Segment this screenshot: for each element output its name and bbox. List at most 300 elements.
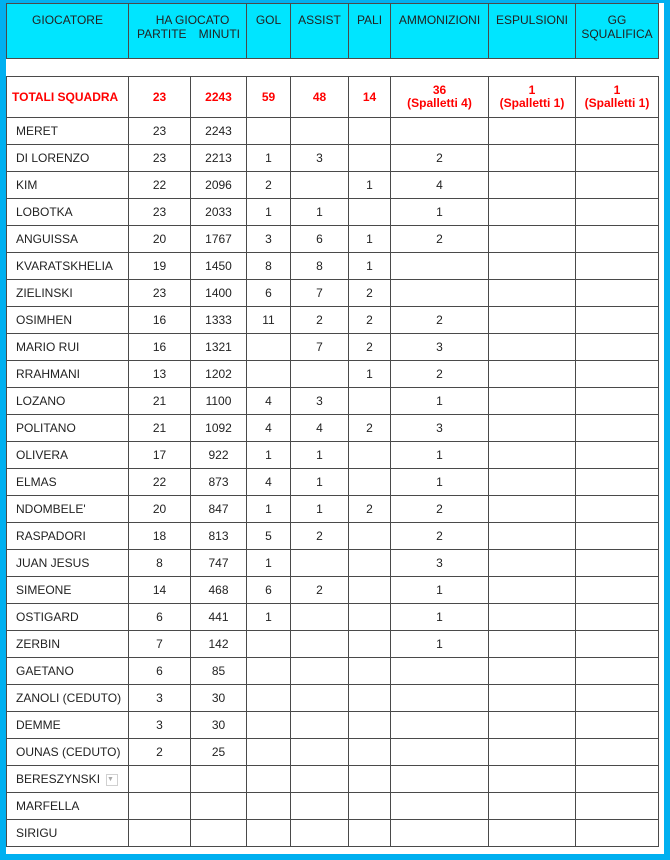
player-name: RASPADORI	[7, 523, 129, 550]
player-squalifica	[576, 793, 659, 820]
player-name: OUNAS (CEDUTO)	[7, 739, 129, 766]
table-row	[7, 523, 659, 550]
player-espulsioni	[489, 604, 576, 631]
player-minuti: 2033	[191, 199, 247, 226]
player-minuti	[191, 793, 247, 820]
player-partite: 23	[129, 145, 191, 172]
player-gol: 3	[247, 226, 291, 253]
player-partite: 14	[129, 577, 191, 604]
player-partite: 20	[129, 226, 191, 253]
totals-assist: 48	[291, 77, 349, 118]
player-minuti: 30	[191, 712, 247, 739]
player-pali	[349, 658, 391, 685]
player-name: NDOMBELE'	[7, 496, 129, 523]
player-name: JUAN JESUS	[7, 550, 129, 577]
player-espulsioni	[489, 685, 576, 712]
player-ammonizioni: 2	[391, 145, 489, 172]
player-squalifica	[576, 766, 659, 793]
player-squalifica	[576, 307, 659, 334]
player-minuti: 1202	[191, 361, 247, 388]
table-row	[7, 388, 659, 415]
player-partite: 7	[129, 631, 191, 658]
player-gol	[247, 685, 291, 712]
player-minuti: 1767	[191, 226, 247, 253]
player-assist	[291, 793, 349, 820]
player-partite: 6	[129, 604, 191, 631]
table-row	[7, 226, 659, 253]
player-ammonizioni: 3	[391, 334, 489, 361]
header-partite: PARTITE	[137, 27, 187, 41]
player-ammonizioni: 1	[391, 388, 489, 415]
player-espulsioni	[489, 307, 576, 334]
player-pali	[349, 739, 391, 766]
player-espulsioni	[489, 793, 576, 820]
player-name: OSIMHEN	[7, 307, 129, 334]
totals-espulsioni	[489, 77, 576, 118]
header-gg: GG	[607, 13, 627, 27]
player-assist	[291, 118, 349, 145]
player-pali	[349, 523, 391, 550]
player-squalifica	[576, 226, 659, 253]
player-gol	[247, 793, 291, 820]
player-name: DEMME	[7, 712, 129, 739]
player-espulsioni	[489, 415, 576, 442]
player-partite: 22	[129, 172, 191, 199]
player-assist: 2	[291, 307, 349, 334]
totals-ammonizioni-value: 36	[432, 83, 447, 97]
header-pali: PALI	[349, 4, 391, 59]
player-squalifica	[576, 388, 659, 415]
player-partite: 19	[129, 253, 191, 280]
player-squalifica	[576, 334, 659, 361]
table-row	[7, 766, 659, 793]
player-ammonizioni: 1	[391, 631, 489, 658]
player-name: LOBOTKA	[7, 199, 129, 226]
player-minuti: 30	[191, 685, 247, 712]
totals-name: TOTALI SQUADRA	[7, 77, 129, 118]
player-partite: 8	[129, 550, 191, 577]
player-minuti: 468	[191, 577, 247, 604]
player-assist: 7	[291, 334, 349, 361]
player-minuti: 922	[191, 442, 247, 469]
player-name: ZERBIN	[7, 631, 129, 658]
table-row	[7, 577, 659, 604]
player-pali: 1	[349, 361, 391, 388]
header-minuti: MINUTI	[198, 27, 240, 41]
player-gol: 4	[247, 469, 291, 496]
player-name: GAETANO	[7, 658, 129, 685]
player-ammonizioni: 3	[391, 415, 489, 442]
player-pali: 2	[349, 280, 391, 307]
player-pali	[349, 820, 391, 847]
player-pali	[349, 145, 391, 172]
totals-squalifica-value: 1	[613, 83, 621, 97]
player-pali: 2	[349, 496, 391, 523]
player-espulsioni	[489, 334, 576, 361]
totals-squalifica	[576, 77, 659, 118]
player-ammonizioni	[391, 280, 489, 307]
totals-squalifica-note: (Spalletti 1)	[584, 96, 650, 110]
player-assist	[291, 685, 349, 712]
table-row	[7, 550, 659, 577]
player-minuti: 2213	[191, 145, 247, 172]
player-pali	[349, 766, 391, 793]
player-squalifica	[576, 604, 659, 631]
totals-gol: 59	[247, 77, 291, 118]
player-squalifica	[576, 280, 659, 307]
player-name: ZIELINSKI	[7, 280, 129, 307]
player-minuti: 142	[191, 631, 247, 658]
player-squalifica	[576, 469, 659, 496]
player-name: MERET	[7, 118, 129, 145]
table-row	[7, 172, 659, 199]
header-row	[7, 4, 659, 59]
player-espulsioni	[489, 739, 576, 766]
player-gol	[247, 334, 291, 361]
player-squalifica	[576, 658, 659, 685]
player-name: ZANOLI (CEDUTO)	[7, 685, 129, 712]
stats-table	[6, 3, 659, 847]
player-name-text: BERESZYNSKI	[16, 772, 101, 786]
player-espulsioni	[489, 280, 576, 307]
player-ammonizioni: 3	[391, 550, 489, 577]
player-ammonizioni: 2	[391, 361, 489, 388]
player-assist	[291, 361, 349, 388]
player-pali	[349, 550, 391, 577]
table-row	[7, 415, 659, 442]
table-row	[7, 793, 659, 820]
player-ammonizioni: 2	[391, 307, 489, 334]
player-espulsioni	[489, 820, 576, 847]
totals-espulsioni-note: (Spalletti 1)	[499, 96, 565, 110]
player-name: RRAHMANI	[7, 361, 129, 388]
player-assist	[291, 631, 349, 658]
player-gol: 1	[247, 496, 291, 523]
player-gol: 6	[247, 280, 291, 307]
table-row	[7, 361, 659, 388]
player-gol: 8	[247, 253, 291, 280]
table-row	[7, 604, 659, 631]
dropdown-arrow-icon[interactable]: ▼	[106, 774, 118, 786]
player-name: DI LORENZO	[7, 145, 129, 172]
player-assist	[291, 604, 349, 631]
player-ammonizioni	[391, 739, 489, 766]
player-partite: 13	[129, 361, 191, 388]
player-squalifica	[576, 685, 659, 712]
player-assist	[291, 172, 349, 199]
player-gol	[247, 658, 291, 685]
player-ammonizioni	[391, 712, 489, 739]
table-row	[7, 307, 659, 334]
table-row	[7, 442, 659, 469]
player-gol: 4	[247, 388, 291, 415]
player-espulsioni	[489, 766, 576, 793]
totals-pali: 14	[349, 77, 391, 118]
player-squalifica	[576, 631, 659, 658]
player-assist: 3	[291, 388, 349, 415]
player-pali	[349, 469, 391, 496]
table-row	[7, 658, 659, 685]
player-pali	[349, 118, 391, 145]
player-gol: 5	[247, 523, 291, 550]
player-minuti: 1450	[191, 253, 247, 280]
player-squalifica	[576, 712, 659, 739]
player-gol: 4	[247, 415, 291, 442]
player-pali: 2	[349, 307, 391, 334]
player-assist: 6	[291, 226, 349, 253]
player-partite: 23	[129, 118, 191, 145]
player-squalifica	[576, 577, 659, 604]
player-pali: 2	[349, 415, 391, 442]
player-gol	[247, 739, 291, 766]
table-row	[7, 496, 659, 523]
player-ammonizioni	[391, 658, 489, 685]
player-name: OLIVERA	[7, 442, 129, 469]
player-pali	[349, 631, 391, 658]
player-name: LOZANO	[7, 388, 129, 415]
player-espulsioni	[489, 550, 576, 577]
player-minuti: 2096	[191, 172, 247, 199]
player-assist	[291, 658, 349, 685]
totals-ammonizioni-note: (Spalletti 4)	[407, 96, 472, 110]
player-partite: 17	[129, 442, 191, 469]
player-minuti: 2243	[191, 118, 247, 145]
player-minuti: 1092	[191, 415, 247, 442]
player-pali	[349, 199, 391, 226]
table-row	[7, 199, 659, 226]
player-partite: 6	[129, 658, 191, 685]
totals-espulsioni-value: 1	[528, 83, 536, 97]
player-ammonizioni: 2	[391, 496, 489, 523]
player-pali	[349, 577, 391, 604]
totals-minuti: 2243	[191, 77, 247, 118]
player-espulsioni	[489, 361, 576, 388]
player-assist: 8	[291, 253, 349, 280]
player-espulsioni	[489, 577, 576, 604]
player-minuti	[191, 820, 247, 847]
player-espulsioni	[489, 442, 576, 469]
player-name: MARIO RUI	[7, 334, 129, 361]
player-espulsioni	[489, 199, 576, 226]
player-assist	[291, 739, 349, 766]
player-espulsioni	[489, 631, 576, 658]
player-ammonizioni	[391, 253, 489, 280]
player-pali	[349, 793, 391, 820]
player-minuti: 85	[191, 658, 247, 685]
table-row	[7, 712, 659, 739]
player-partite: 3	[129, 712, 191, 739]
player-minuti: 847	[191, 496, 247, 523]
player-gol: 1	[247, 442, 291, 469]
player-espulsioni	[489, 253, 576, 280]
player-name: SIMEONE	[7, 577, 129, 604]
player-pali: 1	[349, 253, 391, 280]
player-assist: 3	[291, 145, 349, 172]
player-squalifica	[576, 415, 659, 442]
player-gol: 1	[247, 145, 291, 172]
player-gol: 1	[247, 604, 291, 631]
player-name: KVARATSKHELIA	[7, 253, 129, 280]
player-ammonizioni	[391, 118, 489, 145]
player-espulsioni	[489, 658, 576, 685]
player-assist: 2	[291, 523, 349, 550]
player-ammonizioni: 4	[391, 172, 489, 199]
player-name: ANGUISSA	[7, 226, 129, 253]
player-squalifica	[576, 496, 659, 523]
player-espulsioni	[489, 172, 576, 199]
table-row	[7, 334, 659, 361]
player-squalifica	[576, 550, 659, 577]
player-partite: 16	[129, 334, 191, 361]
header-gol: GOL	[247, 4, 291, 59]
player-pali: 2	[349, 334, 391, 361]
player-assist: 7	[291, 280, 349, 307]
player-assist: 1	[291, 442, 349, 469]
player-partite	[129, 766, 191, 793]
table-row	[7, 118, 659, 145]
totals-ammonizioni	[391, 77, 489, 118]
player-espulsioni	[489, 226, 576, 253]
player-pali: 1	[349, 172, 391, 199]
player-partite	[129, 820, 191, 847]
player-assist	[291, 550, 349, 577]
player-espulsioni	[489, 118, 576, 145]
player-espulsioni	[489, 712, 576, 739]
player-gol	[247, 820, 291, 847]
player-squalifica	[576, 172, 659, 199]
player-minuti	[191, 766, 247, 793]
player-partite: 21	[129, 415, 191, 442]
player-partite: 22	[129, 469, 191, 496]
totals-partite: 23	[129, 77, 191, 118]
header-gg-squalifica	[576, 4, 659, 59]
player-assist: 1	[291, 469, 349, 496]
player-assist: 1	[291, 496, 349, 523]
player-name: ELMAS	[7, 469, 129, 496]
player-pali: 1	[349, 226, 391, 253]
player-partite: 21	[129, 388, 191, 415]
player-name: OSTIGARD	[7, 604, 129, 631]
table-row	[7, 739, 659, 766]
player-name: KIM	[7, 172, 129, 199]
player-gol	[247, 766, 291, 793]
player-gol: 11	[247, 307, 291, 334]
player-pali	[349, 712, 391, 739]
player-partite: 3	[129, 685, 191, 712]
player-squalifica	[576, 523, 659, 550]
spacer-row	[7, 59, 659, 77]
player-ammonizioni: 2	[391, 523, 489, 550]
player-assist: 1	[291, 199, 349, 226]
table-row	[7, 685, 659, 712]
player-ammonizioni	[391, 793, 489, 820]
player-minuti: 1100	[191, 388, 247, 415]
table-row	[7, 253, 659, 280]
player-squalifica	[576, 820, 659, 847]
player-minuti: 747	[191, 550, 247, 577]
player-partite: 20	[129, 496, 191, 523]
player-squalifica	[576, 253, 659, 280]
player-gol: 1	[247, 550, 291, 577]
player-ammonizioni: 1	[391, 604, 489, 631]
header-ha-giocato	[129, 4, 247, 59]
table-row	[7, 820, 659, 847]
player-gol	[247, 712, 291, 739]
player-name: POLITANO	[7, 415, 129, 442]
player-partite: 23	[129, 199, 191, 226]
player-assist	[291, 766, 349, 793]
player-pali	[349, 604, 391, 631]
player-squalifica	[576, 199, 659, 226]
player-ammonizioni	[391, 766, 489, 793]
player-minuti: 813	[191, 523, 247, 550]
table-row	[7, 631, 659, 658]
player-squalifica	[576, 442, 659, 469]
player-name: SIRIGU	[7, 820, 129, 847]
player-assist: 4	[291, 415, 349, 442]
player-ammonizioni: 1	[391, 442, 489, 469]
table-row	[7, 469, 659, 496]
player-squalifica	[576, 118, 659, 145]
header-giocatore: GIOCATORE	[7, 4, 129, 59]
player-gol	[247, 361, 291, 388]
player-espulsioni	[489, 388, 576, 415]
player-gol	[247, 118, 291, 145]
header-assist: ASSIST	[291, 4, 349, 59]
player-partite	[129, 793, 191, 820]
player-squalifica	[576, 145, 659, 172]
header-squalifica: SQUALIFICA	[581, 27, 653, 41]
player-partite: 2	[129, 739, 191, 766]
player-minuti: 873	[191, 469, 247, 496]
player-ammonizioni: 1	[391, 199, 489, 226]
player-minuti: 1333	[191, 307, 247, 334]
table-row	[7, 145, 659, 172]
header-espulsioni: ESPULSIONI	[489, 4, 576, 59]
player-partite: 16	[129, 307, 191, 334]
player-ammonizioni	[391, 820, 489, 847]
player-gol: 2	[247, 172, 291, 199]
player-assist	[291, 712, 349, 739]
header-ha-giocato-label: HA GIOCATO	[155, 13, 230, 27]
player-minuti: 1400	[191, 280, 247, 307]
player-pali	[349, 685, 391, 712]
player-ammonizioni: 1	[391, 577, 489, 604]
player-pali	[349, 388, 391, 415]
player-minuti: 25	[191, 739, 247, 766]
player-espulsioni	[489, 145, 576, 172]
player-assist: 2	[291, 577, 349, 604]
player-squalifica	[576, 739, 659, 766]
player-espulsioni	[489, 469, 576, 496]
player-espulsioni	[489, 523, 576, 550]
player-gol	[247, 631, 291, 658]
player-ammonizioni	[391, 685, 489, 712]
totals-row	[7, 77, 659, 118]
player-minuti: 1321	[191, 334, 247, 361]
player-minuti: 441	[191, 604, 247, 631]
player-ammonizioni: 1	[391, 469, 489, 496]
player-name: MARFELLA	[7, 793, 129, 820]
player-squalifica	[576, 361, 659, 388]
player-assist	[291, 820, 349, 847]
player-partite: 23	[129, 280, 191, 307]
player-pali	[349, 442, 391, 469]
player-gol: 6	[247, 577, 291, 604]
player-gol: 1	[247, 199, 291, 226]
table-row	[7, 280, 659, 307]
player-partite: 18	[129, 523, 191, 550]
